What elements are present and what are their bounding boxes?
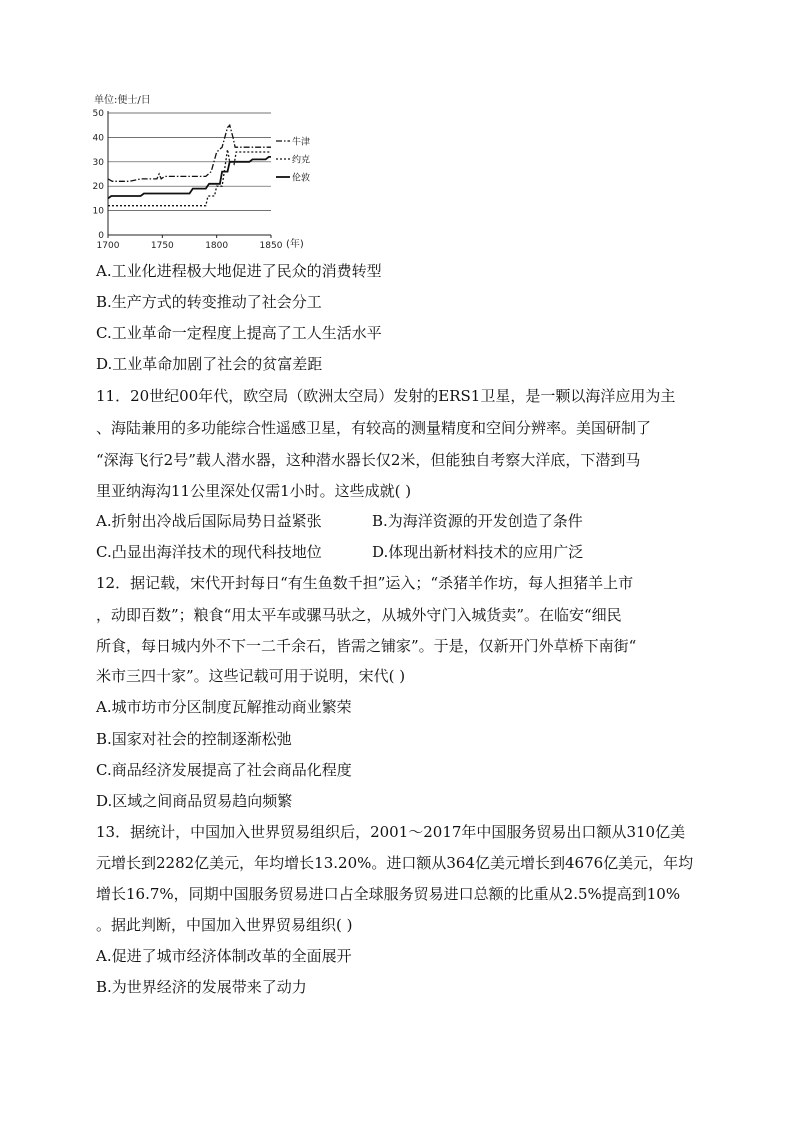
x-tick-label: 1850 [259,241,283,250]
x-tick-label: 1800 [205,241,229,250]
q11-stem-line-1: 11．20世纪00年代，欧空局（欧洲太空局）发射的ERS1卫星，是一颗以海洋应用为主 [96,387,676,405]
q13-stem-line-2: 元增长到2282亿美元，年均增长13.20%。进口额从364亿美元增长到4676亿美元，年均 [96,854,694,872]
y-tick-label: 30 [92,157,104,168]
y-tick-labels [93,109,105,241]
q11-option-d: D.体现出新材料技术的应用广泛 [372,543,584,561]
q10-option-a: A.工业化进程极大地促进了民众的消费转型 [96,262,382,280]
legend-label: 约克 [292,155,311,166]
wage-line-chart [88,90,318,250]
q11-option-a: A.折射出冷战后国际局势日益紧张 [96,512,322,530]
q11-option-b: B.为海洋资源的开发创造了条件 [372,512,583,530]
q13-option-a: A.促进了城市经济体制改革的全面展开 [96,947,352,965]
chart-unit-label: 单位:便士/日 [94,95,151,106]
x-tick-labels [97,241,283,250]
x-tick-label: 1700 [96,241,120,250]
q10-option-b: B.生产方式的转变推动了社会分工 [96,293,322,311]
x-axis-unit-label: (年) [286,239,304,250]
y-tick-label: 10 [92,206,104,217]
y-tick-label: 0 [98,231,104,241]
y-tick-label: 40 [92,133,104,144]
q12-stem-line-4: 米市三四十家”。这些记载可用于说明，宋代( ) [96,667,406,685]
q12-stem-line-2: ，动即百数”；粮食“用太平车或骡马驮之，从城外守门入城货卖”。在临安“细民 [96,606,622,624]
chart-axes [108,111,271,238]
q12-stem-line-3: 所食，每日城内外不下一二千余石，皆需之铺家”。于是，仅新开门外草桥下南街“ [96,637,637,655]
q13-option-b: B.为世界经济的发展带来了动力 [96,978,307,996]
q11-stem-line-3: “深海飞行2号”载人潜水器，这种潜水器长仅2米，但能独自考察大洋底，下潜到马 [96,451,641,469]
series-line-3 [108,157,271,199]
x-tick-label: 1750 [150,241,174,250]
q13-stem-line-3: 增长16.7%，同期中国服务贸易进口占全球服务贸易进口总额的比重从2.5%提高到10% [96,885,681,903]
legend-label: 伦敦 [292,173,311,184]
y-tick-label: 20 [92,182,104,193]
q12-option-a: A.城市坊市分区制度瓦解推动商业繁荣 [96,698,352,716]
q12-option-b: B.国家对社会的控制逐渐松弛 [96,730,292,748]
q10-option-c: C.工业革命一定程度上提高了工人生活水平 [96,324,382,342]
q11-stem-line-2: 、海陆兼用的多功能综合性遥感卫星，有较高的测量精度和空间分辨率。美国研制了 [96,419,652,437]
q12-option-d: D.区域之间商品贸易趋向频繁 [96,792,293,810]
q10-option-d: D.工业革命加剧了社会的贫富差距 [96,355,323,373]
legend-label: 牛津 [292,137,311,148]
q11-stem-line-4: 里亚纳海沟11公里深处仅需1小时。这些成就( ) [96,482,412,500]
series-line-2 [108,150,271,206]
q12-option-c: C.商品经济发展提高了社会商品化程度 [96,761,352,779]
q13-stem-line-1: 13．据统计，中国加入世界贸易组织后，2001～2017年中国服务贸易出口额从310亿美 [96,823,686,841]
q11-option-c: C.凸显出海洋技术的现代科技地位 [96,543,322,561]
q13-stem-line-4: 。据此判断，中国加入世界贸易组织( ) [96,916,353,934]
y-tick-label: 50 [92,109,104,119]
q12-stem-line-1: 12．据记载，宋代开封每日“有生鱼数千担”运入；“杀猪羊作坊，每人担猪羊上市 [96,574,634,592]
series-line-1 [108,125,271,181]
chart-legend [276,136,310,184]
